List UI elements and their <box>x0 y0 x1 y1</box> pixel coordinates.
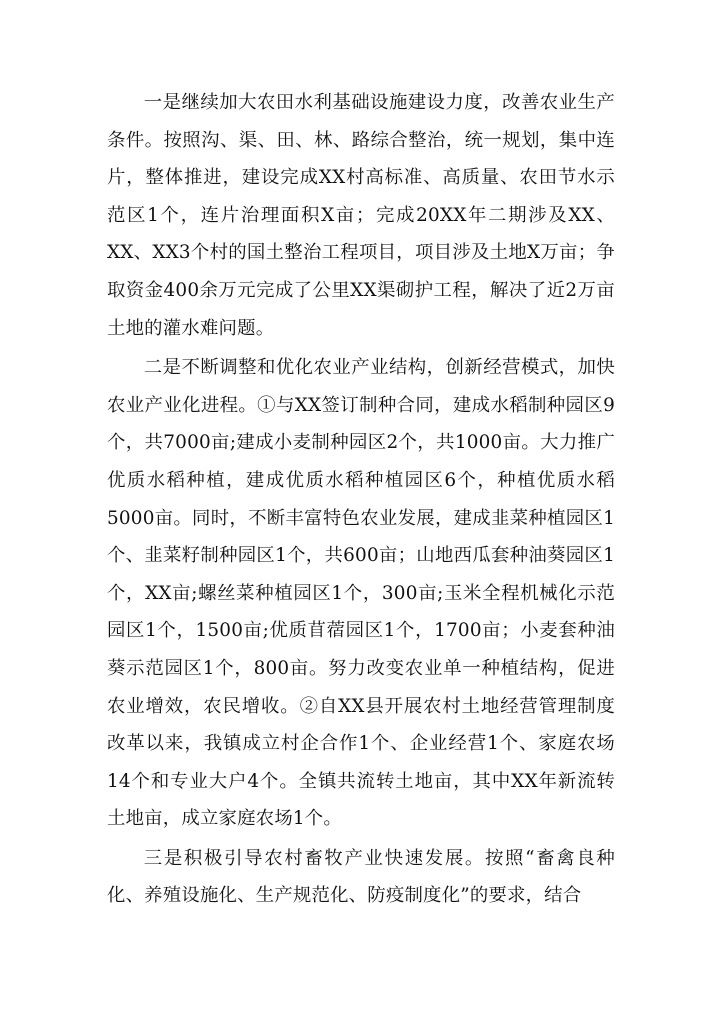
paragraph-3: 三是积极引导农村畜牧产业快速发展。按照“畜禽良种化、养殖设施化、生产规范化、防疫制度化”的要求，结合 <box>107 847 615 907</box>
document-body <box>107 84 615 915</box>
paragraph-1: 一是继续加大农田水利基础设施建设力度，改善农业生产条件。按照沟、渠、田、林、路综合整治，统一规划，集中连片，整体推进，建设完成XX村高标准、高质量、农田节水示范区1个，连片治理面积X亩；完成20XX年二期涉及XX、XX、XX3个村的国土整治工程项目，项目涉及土地X万亩；争取资金400余万元完成了公里XX渠砌护工程，解决了近2万亩土地的灌水难问题。 <box>107 92 615 339</box>
paragraph-2: 二是不断调整和优化农业产业结构，创新经营模式，加快农业产业化进程。①与XX签订制种合同，建成水稻制种园区9个，共7000亩;建成小麦制种园区2个，共1000亩。大力推广优质水稻种植，建成优质水稻种植园区6个，种植优质水稻5000亩。同时，不断丰富特色农业发展，建成韭菜种植园区1个、韭菜籽制种园区1个，共600亩；山地西瓜套种油葵园区1个，XX亩;螺丝菜种植园区1个，300亩;玉米全程机械化示范园区1个，1500亩;优质苜蓿园区1个，1700亩；小麦套种油葵示范园区1个，800亩。努力改变农业单一种植结构，促进农业增效，农民增收。②自XX县开展农村土地经营管理制度改革以来，我镇成立村企合作1个、企业经营1个、家庭农场14个和专业大户4个。全镇共流转土地亩，其中XX年新流转土地亩，成立家庭农场1个。 <box>107 357 615 830</box>
